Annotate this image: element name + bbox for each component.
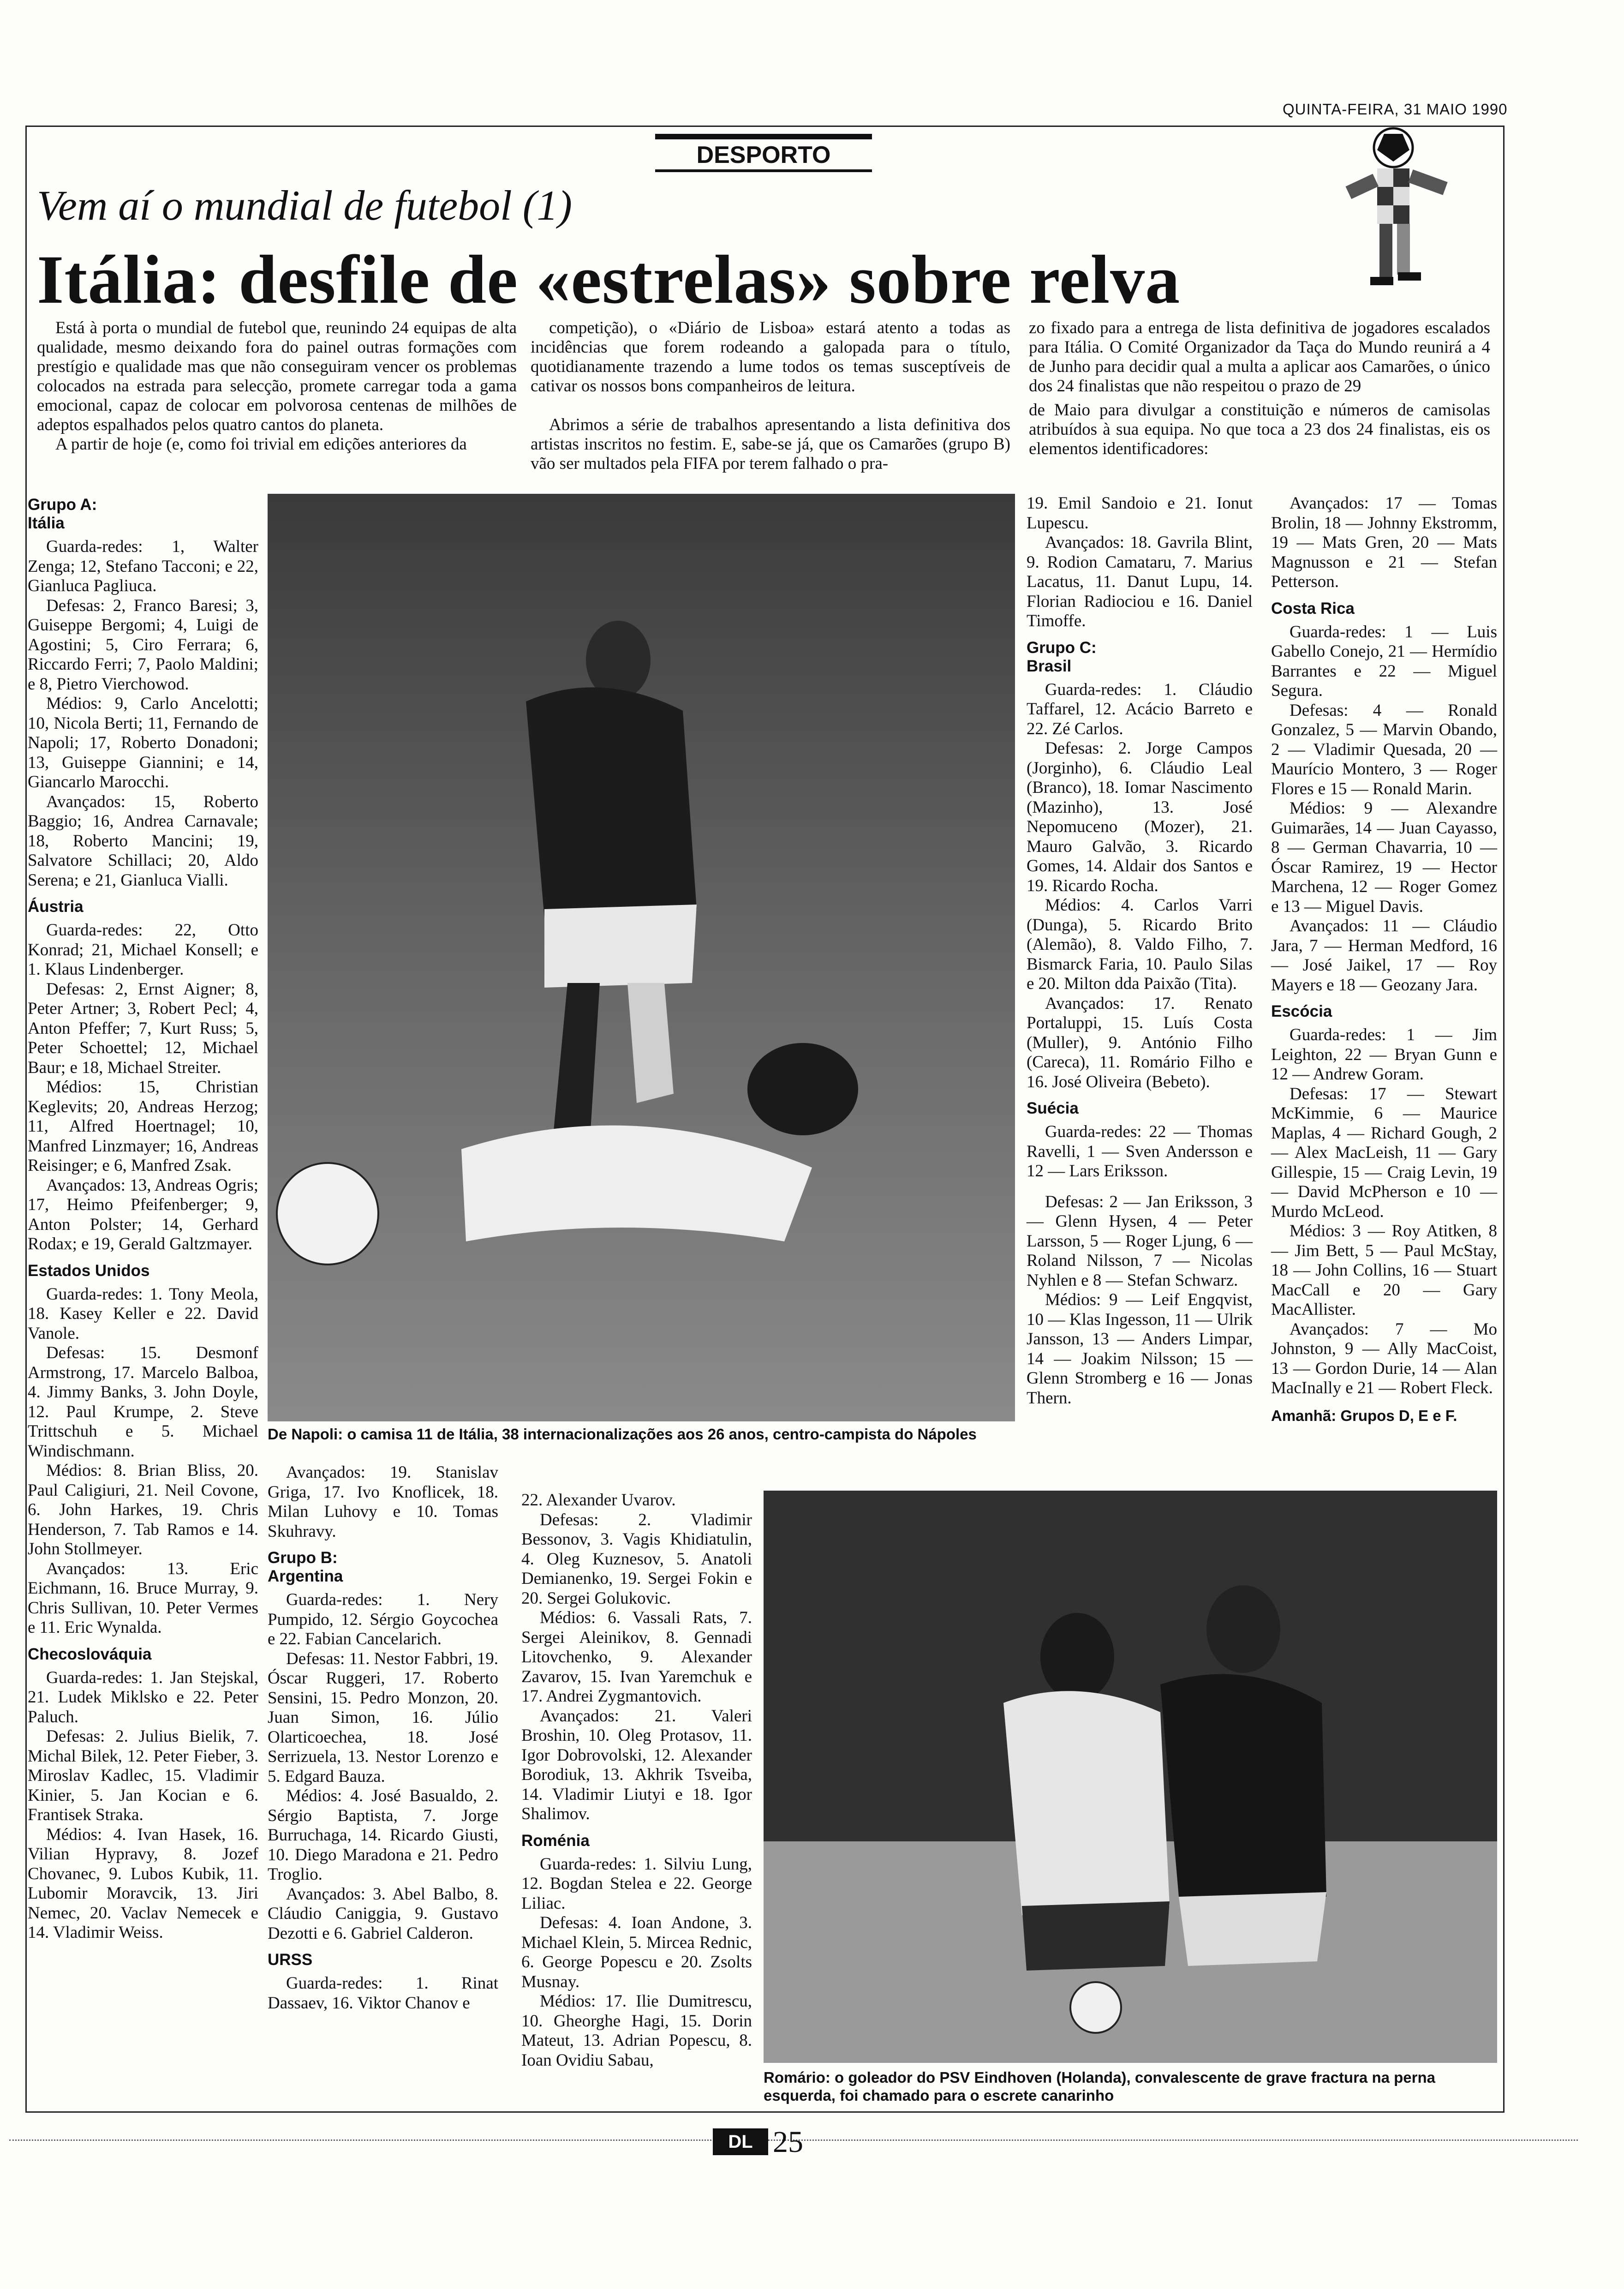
roster-line: Avançados: 18. Gavrila Blint, 9. Rodion Camataru, 7. Marius Lacatus, 11. Danut Lupu, 14. Florian Radiociou e 16. Daniel Timoffe. bbox=[1027, 533, 1253, 630]
roster-line: Defesas: 2 — Jan Eriksson, 3 — Glenn Hysen, 4 — Peter Larsson, 5 — Roger Ljung, 6 — Roland Nilsson, 7 — Nicolas Nyhlen e 8 — Stefan Schwarz. bbox=[1027, 1192, 1253, 1290]
team-heading-costa-rica: Costa Rica bbox=[1271, 599, 1355, 617]
roster-line: Defesas: 2, Franco Baresi; 3, Guiseppe Bergomi; 4, Luigi de Agostini; 5, Ciro Ferrara; 6, Riccardo Ferri; 7, Paolo Maldini; e 8, Pietro Vierchowod. bbox=[28, 596, 258, 694]
team-heading-eua: Estados Unidos bbox=[28, 1261, 150, 1280]
roster-line: Médios: 9 — Leif Engqvist, 10 — Klas Ingesson, 11 — Ulrik Jansson, 13 — Anders Limpar, 14 — Joakim Nilsson; 15 — Glenn Stromberg e 16 — Jonas Thern. bbox=[1027, 1290, 1253, 1408]
roster-line: Guarda-redes: 1. Rinat Dassaev, 16. Viktor Chanov e bbox=[268, 1974, 498, 2013]
roster-austria bbox=[28, 921, 258, 1254]
roster-checoslovaquia-end bbox=[268, 1463, 498, 1541]
team-column-lower-3 bbox=[521, 1491, 752, 2078]
roster-line: Guarda-redes: 1. Cláudio Taffarel, 12. Acácio Barreto e 22. Zé Carlos. bbox=[1027, 680, 1253, 738]
roster-line: Avançados: 21. Valeri Broshin, 10. Oleg Protasov, 11. Igor Dobrovolski, 12. Alexander Borodiuk, 13. Akhrik Tsveiba, 14. Vladimir Liutyi e 18. Igor Shalimov. bbox=[521, 1706, 752, 1823]
roster-line: Defesas: 2, Ernst Aigner; 8, Peter Artner; 3, Robert Pecl; 4, Anton Pfeffer; 7, Kurt Russ; 5, Peter Schoettel; 12, Michael Baur; e 18, Michael Streiter. bbox=[28, 979, 258, 1077]
roster-eua bbox=[28, 1285, 258, 1638]
team-heading-suecia: Suécia bbox=[1027, 1099, 1079, 1117]
roster-urss bbox=[268, 1974, 498, 2013]
roster-line: Médios: 9, Carlo Ancelotti; 10, Nicola Berti; 11, Fernando de Napoli; 17, Roberto Donadoni; 13, Guiseppe Giannini; e 14, Giancarlo Marocchi. bbox=[28, 694, 258, 791]
roster-line: Médios: 4. Ivan Hasek, 16. Vilian Hypravy, 8. Jozef Chovanec, 9. Lubos Kubik, 11. Lubomir Moravcik, 13. Jiri Nemec, 20. Vaclav Nemecek e 14. Vladimir Weiss. bbox=[28, 1825, 258, 1942]
roster-line: Médios: 15, Christian Keglevits; 20, Andreas Herzog; 11, Alfred Hoertnagel; 10, Manfred Linzmayer; 16, Andreas Reisinger; e 6, Manfred Zsak. bbox=[28, 1078, 258, 1175]
headline: Itália: desfile de «estrelas» sobre relva bbox=[37, 241, 1181, 318]
team-column-middle bbox=[1027, 494, 1253, 1415]
roster-line: Médios: 9 — Alexandre Guimarães, 14 — Juan Cayasso, 8 — German Chavarria, 10 — Óscar Ramirez, 19 — Hector Marchena, 12 — Roger Gomez e 13 — Miguel Davis. bbox=[1271, 799, 1497, 916]
roster-line: Defesas: 17 — Stewart McKimmie, 6 — Maurice Maplas, 4 — Richard Gough, 2 — Alex MacLeish, 11 — Gary Gillespie, 15 — Craig Levin, 19 — David McPherson e 10 — Murdo McLeod. bbox=[1271, 1084, 1497, 1221]
photo-romario-image bbox=[764, 1491, 1497, 2063]
roster-line: Avançados: 13. Eric Eichmann, 16. Bruce Murray, 9. Chris Sullivan, 10. Peter Vermes e 11. Eric Wynalda. bbox=[28, 1559, 258, 1637]
roster-escocia bbox=[1271, 1025, 1497, 1398]
newspaper-logo: DL bbox=[713, 2128, 768, 2155]
roster-romenia bbox=[521, 1855, 752, 2071]
photo-romario bbox=[764, 1491, 1497, 2063]
roster-line: Guarda-redes: 1 — Jim Leighton, 22 — Bryan Gunn e 12 — Andrew Goram. bbox=[1271, 1025, 1497, 1084]
photo-de-napoli bbox=[268, 494, 1015, 1421]
roster-line: Avançados: 19. Stanislav Griga, 17. Ivo Knoflicek, 18. Milan Luhovy e 10. Tomas Skuhravy. bbox=[268, 1463, 498, 1541]
section-label: DESPORTO bbox=[655, 141, 872, 172]
roster-suecia-end bbox=[1271, 494, 1497, 592]
kicker: Vem aí o mundial de futebol (1) bbox=[37, 182, 573, 229]
photo-de-napoli-caption: De Napoli: o camisa 11 de Itália, 38 internacionalizações aos 26 anos, centro-campista do Nápoles bbox=[268, 1426, 977, 1443]
lead-paragraph: Está à porta o mundial de futebol que, reunindo 24 equipas de alta qualidade, mesmo deixando fora do painel outras formações com prestígio e qualidade mas que não conseguiram vencer os problemas colocados na estrada para selecção, promete carregar toda a gama emocional, capaz de colocar em polvorosa centenas de milhões de adeptos espalhados pelos quatro cantos do planeta. bbox=[37, 318, 517, 434]
roster-line: Avançados: 3. Abel Balbo, 8. Cláudio Caniggia, 9. Gustavo Dezotti e 6. Gabriel Calderon. bbox=[268, 1884, 498, 1943]
roster-line: Guarda-redes: 1. Tony Meola, 18. Kasey Keller e 22. David Vanole. bbox=[28, 1284, 258, 1343]
roster-line: Guarda-redes: 1. Silviu Lung, 12. Bogdan Stelea e 22. George Liliac. bbox=[521, 1854, 752, 1913]
roster-line: Guarda-redes: 1, Walter Zenga; 12, Stefano Tacconi; e 22, Gianluca Pagliuca. bbox=[28, 537, 258, 595]
roster-line: Guarda-redes: 1. Jan Stejskal, 21. Ludek Miklsko e 22. Peter Paluch. bbox=[28, 1668, 258, 1726]
lead-paragraph: Abrimos a série de trabalhos apresentando a lista definitiva dos artistas inscritos no festim. E, sabe-se já, que os Camarões (grupo B) vão ser multados pela FIFA por terem falhado o pra- bbox=[531, 415, 1010, 473]
team-heading-austria: Áustria bbox=[28, 898, 84, 916]
issue-date: QUINTA-FEIRA, 31 MAIO 1990 bbox=[1283, 101, 1508, 118]
team-heading-checoslovaquia: Checoslováquia bbox=[28, 1645, 152, 1663]
group-heading-argentina: Grupo B: Argentina bbox=[268, 1549, 343, 1585]
lead-column-1 bbox=[37, 318, 517, 454]
roster-line: Defesas: 15. Desmonf Armstrong, 17. Marcelo Balboa, 4. Jimmy Banks, 3. John Doyle, 12. Paul Krumpe, 2. Steve Trittschuh e 5. Michael Windischmann. bbox=[28, 1343, 258, 1461]
photo-de-napoli-image bbox=[268, 494, 1015, 1421]
roster-line: Defesas: 4. Ioan Andone, 3. Michael Klein, 5. Mircea Rednic, 6. George Popescu e 20. Zsolts Musnay. bbox=[521, 1913, 752, 1991]
team-column-left bbox=[28, 494, 258, 1950]
roster-line: Avançados: 15, Roberto Baggio; 16, Andrea Carnavale; 18, Roberto Mancini; 19, Salvatore Schillaci; 20, Aldo Serena; e 21, Gianluca Vialli. bbox=[28, 792, 258, 890]
group-heading-italia: Grupo A: Itália bbox=[28, 496, 97, 532]
page-number: 25 bbox=[773, 2125, 803, 2159]
roster-line: Médios: 4. Carlos Varri (Dunga), 5. Ricardo Brito (Alemão), 8. Valdo Filho, 7. Bismarck Faria, 10. Paulo Silas e 20. Milton dda Paixão (Tita). bbox=[1027, 896, 1253, 993]
team-heading-escocia: Escócia bbox=[1271, 1002, 1332, 1020]
roster-line: Guarda-redes: 22, Otto Konrad; 21, Michael Konsell; e 1. Klaus Lindenberger. bbox=[28, 921, 258, 979]
roster-line: Defesas: 4 — Ronald Gonzalez, 5 — Marvin Obando, 2 — Vladimir Quesada, 20 — Maurício Montero, 3 — Roger Flores e 15 — Ronald Marin. bbox=[1271, 701, 1497, 798]
team-column-lower-2 bbox=[268, 1463, 498, 2020]
roster-line: Defesas: 2. Julius Bielik, 7. Michal Bilek, 12. Peter Fieber, 3. Miroslav Kadlec, 15. Vladimir Kinier, 5. Jan Kocian e 6. Frantisek Straka. bbox=[28, 1727, 258, 1824]
roster-line: Médios: 4. José Basualdo, 2. Sérgio Baptista, 7. Jorge Burruchaga, 14. Ricardo Giusti, 10. Diego Maradona e 21. Pedro Troglio. bbox=[268, 1786, 498, 1884]
roster-brasil bbox=[1027, 680, 1253, 1092]
lead-paragraph: competição), o «Diário de Lisboa» estará atento a todas as incidências que forem rodeando a galopada para o título, quotidianamente trazendo a lume todos os temas susceptíveis de cativar os nossos bons companheiros de leitura. bbox=[531, 318, 1010, 395]
photo-romario-caption: Romário: o goleador do PSV Eindhoven (Holanda), convalescente de grave fractura na perna esquerda, foi chamado para o escrete canarinho bbox=[764, 2069, 1435, 2104]
lead-paragraph: zo fixado para a entrega de lista definitiva de jogadores escalados para Itália. O Comité Organizador da Taça do Mundo reunirá a 4 de Junho para decidir qual a multa a aplicar aos Camarões, o único dos 24 finalistas que não respeitou o prazo de 29 bbox=[1029, 318, 1490, 395]
lead-paragraph: de Maio para divulgar a constituição e números de camisolas atribuídos à sua equipa. No que toca a 23 dos 24 finalistas, eis os elementos identificadores: bbox=[1029, 401, 1490, 458]
roster-argentina bbox=[268, 1590, 498, 1943]
lead-column-3 bbox=[1029, 318, 1490, 459]
section-bar bbox=[655, 134, 872, 139]
roster-line: Avançados: 17 — Tomas Brolin, 18 — Johnny Ekstromm, 19 — Mats Gren, 20 — Mats Magnusson e 21 — Stefan Petterson. bbox=[1271, 494, 1497, 591]
team-heading-romenia: Roménia bbox=[521, 1831, 590, 1850]
roster-line: Avançados: 11 — Cláudio Jara, 7 — Herman Medford, 16 — José Jaikel, 17 — Roy Mayers e 18 — Geozany Jara. bbox=[1271, 917, 1497, 995]
roster-costa-rica bbox=[1271, 623, 1497, 995]
roster-line: 22. Alexander Uvarov. bbox=[521, 1491, 676, 1510]
roster-line: Avançados: 17. Renato Portaluppi, 15. Luís Costa (Muller), 9. António Filho (Careca), 11. Romário Filho e 16. José Oliveira (Bebeto). bbox=[1027, 994, 1253, 1091]
roster-line: Médios: 3 — Roy Atitken, 8 — Jim Bett, 5 — Paul McStay, 18 — John Collins, 16 — Stuart MacCall e 20 — Gary MacAllister. bbox=[1271, 1222, 1497, 1319]
roster-italia bbox=[28, 537, 258, 890]
roster-line: Guarda-redes: 1 — Luis Gabello Conejo, 21 — Hermídio Barrantes e 22 — Miguel Segura. bbox=[1271, 622, 1497, 700]
lead-column-2 bbox=[531, 318, 1010, 473]
roster-line: Avançados: 7 — Mo Johnston, 9 — Ally MacCoist, 13 — Gordon Durie, 14 — Alan MacInally e 21 — Robert Fleck. bbox=[1271, 1319, 1497, 1397]
roster-line: Médios: 8. Brian Bliss, 20. Paul Caligiuri, 21. Neil Covone, 6. John Harkes, 19. Chris Henderson, 7. Tab Ramos e 14. John Stollmeyer. bbox=[28, 1461, 258, 1558]
roster-urss-cont bbox=[521, 1491, 752, 1824]
lead-paragraph: A partir de hoje (e, como foi trivial em edições anteriores da bbox=[55, 435, 467, 454]
team-heading-urss: URSS bbox=[268, 1951, 313, 1969]
roster-line: Guarda-redes: 1. Nery Pumpido, 12. Sérgio Goycochea e 22. Fabian Cancelarich. bbox=[268, 1590, 498, 1648]
group-heading-brasil: Grupo C: Brasil bbox=[1027, 638, 1097, 675]
team-column-right bbox=[1271, 494, 1497, 1425]
next-edition-note: Amanhã: Grupos D, E e F. bbox=[1271, 1407, 1457, 1424]
roster-line: Defesas: 2. Jorge Campos (Jorginho), 6. Cláudio Leal (Branco), 18. Iomar Nascimento (Mazinho), 13. José Nepomuceno (Mozer), 21. Mauro Galvão, 3. Ricardo Gomes, 14. Aldair dos Santos e 19. Ricardo Rocha. bbox=[1027, 739, 1253, 895]
roster-suecia bbox=[1027, 1122, 1253, 1408]
roster-line: 19. Emil Sandoio e 21. Ionut Lupescu. bbox=[1027, 494, 1253, 533]
roster-romenia-end bbox=[1027, 494, 1253, 631]
roster-line: Defesas: 2. Vladimir Bessonov, 3. Vagis Khidiatulin, 4. Oleg Kuznesov, 5. Anatoli Demianenko, 19. Sergei Fokin e 20. Sergei Golukovic. bbox=[521, 1510, 752, 1608]
mascot-illustration bbox=[1315, 125, 1472, 300]
roster-checoslovaquia bbox=[28, 1668, 258, 1943]
roster-line: Avançados: 13, Andreas Ogris; 17, Heimo Pfeifenberger; 9, Anton Polster; 14, Gerhard Rodax; e 19, Gerald Galtzmayer. bbox=[28, 1175, 258, 1253]
roster-line: Guarda-redes: 22 — Thomas Ravelli, 1 — Sven Andersson e 12 — Lars Eriksson. bbox=[1027, 1122, 1253, 1180]
roster-line: Médios: 17. Ilie Dumitrescu, 10. Gheorghe Hagi, 15. Dorin Mateut, 13. Adrian Popescu, 8. Ioan Ovidiu Sabau, bbox=[521, 1992, 752, 2070]
roster-line: Médios: 6. Vassali Rats, 7. Sergei Aleinikov, 8. Gennadi Litovchenko, 9. Alexander Zavarov, 15. Ivan Yaremchuk e 17. Andrei Zygmantovich. bbox=[521, 1608, 752, 1706]
roster-line: Defesas: 11. Nestor Fabbri, 19. Óscar Ruggeri, 17. Roberto Sensini, 15. Pedro Monzon, 20. Juan Simon, 16. Júlio Olarticoechea, 18. José Serrizuela, 13. Nestor Lorenzo e 5. Edgard Bauza. bbox=[268, 1649, 499, 1786]
